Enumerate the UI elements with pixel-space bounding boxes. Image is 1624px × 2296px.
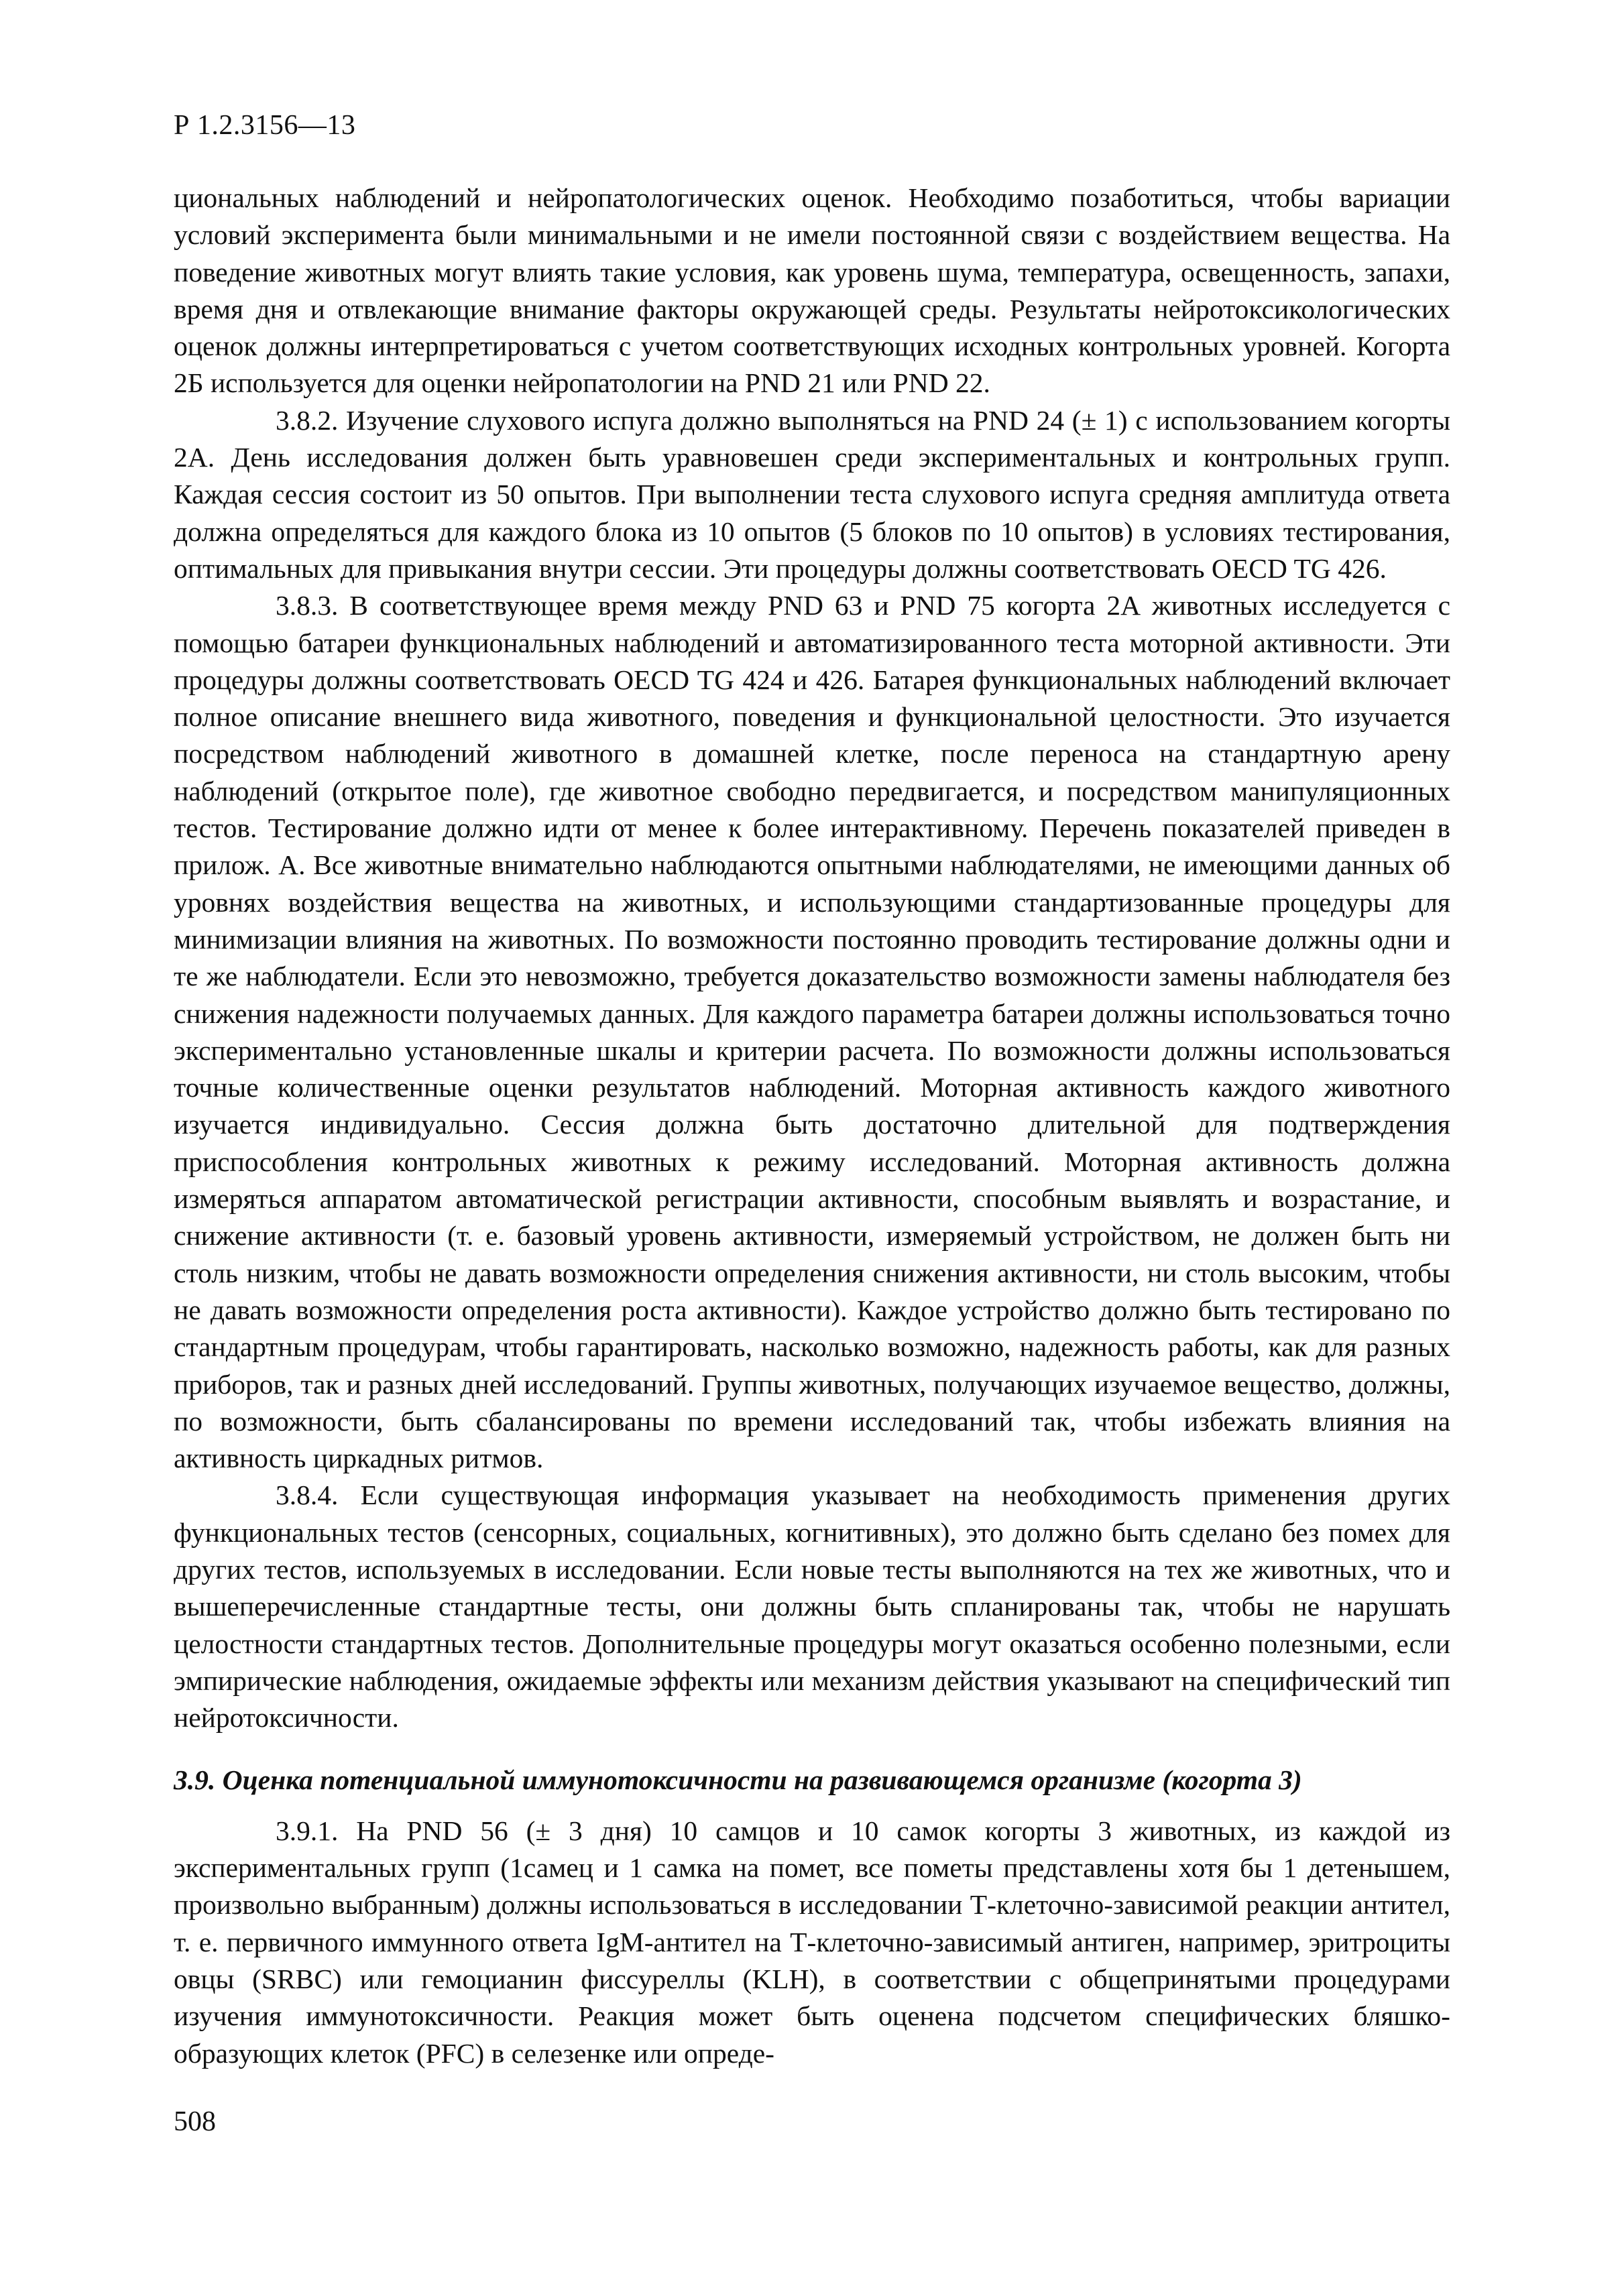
paragraph-3-8-4: 3.8.4. Если существующая информация указывает на необходимость применения других функциональных тестов (сенсорных, социальных, когнитивных), это должно быть сделано без помех для других тестов, используемых в исследовании. Если новые тесты выполняются на тех же животных, что и вышеперечисленные стандартные тесты, они должны быть спланированы так, чтобы не нарушать целостности стандартных тестов. Дополнительные процедуры могут оказаться особенно полезными, если эмпирические наблюдения, ожидаемые эффекты или механизм действия указывают на специфический тип нейротоксичности.	[174, 1479, 1450, 1734]
paragraph-3-8-2: 3.8.2. Изучение слухового испуга должно выполняться на PND 24 (± 1) с использованием когорты 2А. День исследования должен быть уравновешен среди экспериментальных и контрольных групп. Каждая сессия состоит из 50 опытов. При выполнении теста слухового испуга средняя амплитуда ответа должна определяться для каждого блока из 10 опытов (5 блоков по 10 опытов) в условиях тестирования, оптимальных для привыкания внутри сессии. Эти процедуры должны соответствовать OECD TG 426.	[174, 404, 1450, 584]
paragraph-3-8-3: 3.8.3. В соответствующее время между PND 63 и PND 75 когорта 2А животных исследуется с помощью батареи функциональных наблюдений и автоматизированного теста моторной активности. Эти процедуры должны соответствовать OECD TG 424 и 426. Батарея функциональных наблюдений включает полное описание внешнего вида животного, поведения и функциональной целостности. Это изучается посредством наблюдений животного в домашней клетке, после переноса на стандартную арену наблюдений (открытое поле), где животное свободно передвигается, и посредством манипуляционных тестов. Тестирование должно идти от менее к более интерактивному. Перечень показателей приведен в прилож. А. Все животные внимательно наблюдаются опытными наблюдателями, не имеющими данных об уровнях воздействия вещества на животных, и использующими стандартизованные процедуры для минимизации влияния на животных. По возможности постоянно проводить тестирование должны одни и те же наблюдатели. Если это невозможно, требуется доказательство возможности замены наблюдателя без снижения надежности получаемых данных. Для каждого параметра батареи должны использоваться точно экспериментально установленные шкалы и критерии расчета. По возможности должны использоваться точные количественные оценки результатов наблюдений. Моторная активность каждого животного изучается индивидуально. Сессия должна быть достаточно длительной для подтверждения приспособления контрольных животных к режиму исследований. Моторная активность должна измеряться аппаратом автоматической регистрации активности, способным выявлять и возрастание, и снижение активности (т. е. базовый уровень активности, измеряемый устройством, не должен быть ни столь низким, чтобы не давать возможности определения снижения активности, ни столь высоким, чтобы не давать возможности определения роста активности). Каждое устройство должно быть тестировано по стандартным процедурам, чтобы гарантировать, насколько возможно, надежность работы, как для разных приборов, так и разных дней исследований. Группы животных, получающих изучаемое вещество, должны, по возможности, быть сбалансированы по времени исследований так, чтобы избежать влияния на активность циркадных ритмов.	[174, 590, 1450, 1474]
paragraph-3-9-1: 3.9.1. На PND 56 (± 3 дня) 10 самцов и 10 самок когорты 3 животных, из каждой из экспериментальных групп (1самец и 1 самка на помет, все пометы представлены хотя бы 1 детенышем, произвольно выбранным) должны использоваться в исследовании Т-клеточно-зависимой реакции антител, т. е. первичного иммунного ответа IgM-антител на Т-клеточно-зависимый антиген, например, эритроциты овцы (SRBC) или гемоцианин фиссуреллы (KLH), в соответствии с общепринятыми процедурами изучения иммунотоксичности. Реакция может быть оценена подсчетом специфических бляшко-образующих клеток (PFC) в селезенке или опреде-	[174, 1815, 1450, 2069]
document-code: Р 1.2.3156—13	[174, 110, 356, 141]
body-text	[174, 180, 1450, 2072]
page-number: 508	[174, 2106, 216, 2137]
section-heading-3-9: 3.9. Оценка потенциальной иммунотоксичности на развивающемся организме (когорта 3)	[174, 1764, 1302, 1796]
paragraph-intro: циональных наблюдений и нейропатологических оценок. Необходимо позаботиться, чтобы вариации условий эксперимента были минимальными и не имели постоянной связи с воздействием вещества. На поведение животных могут влиять такие условия, как уровень шума, температура, освещенность, запахи, время дня и отвлекающие внимание факторы окружающей среды. Результаты нейротоксикологических оценок должны интерпретироваться с учетом соответствующих исходных контрольных уровней. Когорта 2Б используется для оценки нейропатологии на PND 21 или PND 22.	[174, 182, 1450, 399]
